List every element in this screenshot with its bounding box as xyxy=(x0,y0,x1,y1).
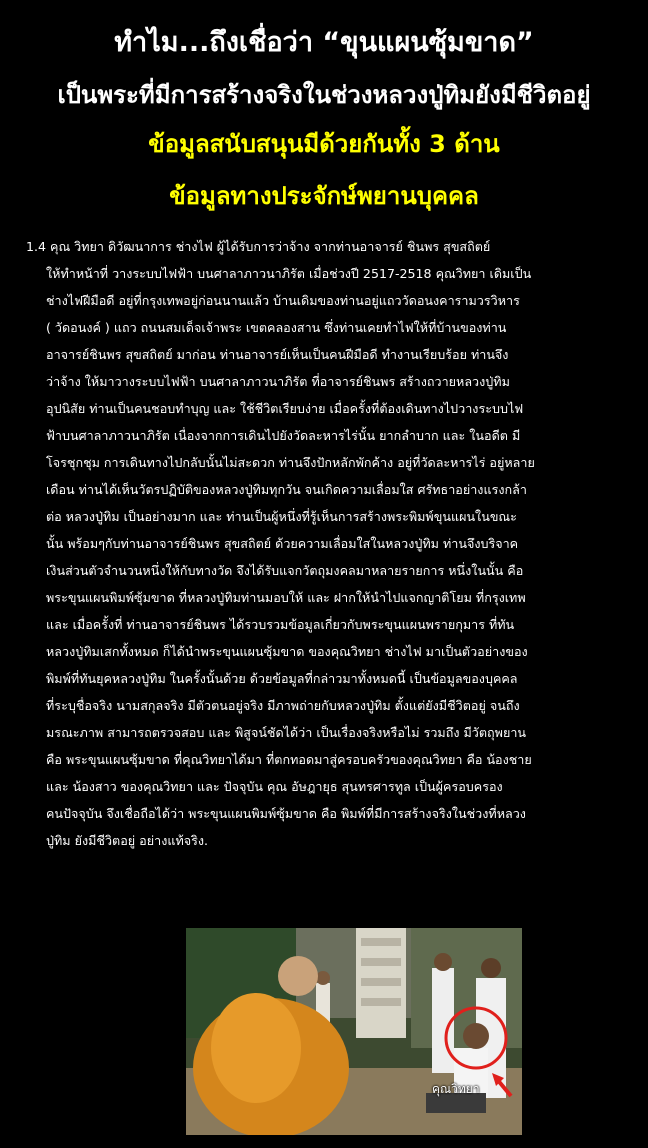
body-line: พระขุนแผนพิมพ์ซุ้มขาด ที่หลวงปู่ทิมท่านมอบให้ และ ฝากให้นำไปแจกญาติโยม ที่กรุงเทพ xyxy=(46,590,526,605)
body-line: ช่างไฟฝีมือดี อยู่ที่กรุงเทพอยู่ก่อนนานแล้ว บ้านเดิมของท่านอยู่แถววัดอนงคารามวรวิหาร xyxy=(46,293,520,308)
body-line: เดือน ท่านได้เห็นวัตรปฏิบัติของหลวงปู่ทิมทุกวัน จนเกิดความเลื่อมใส ศรัทธาอย่างแรงกล้า xyxy=(46,482,527,497)
body-line: ( วัดอนงค์ ) แถว ถนนสมเด็จเจ้าพระ เขตคลองสาน ซึ่งท่านเคยทำไฟให้ที่บ้านของท่าน xyxy=(46,320,507,335)
body-line: นั้น พร้อมๆกับท่านอาจารย์ชินพร สุขสถิตย์ ด้วยความเลื่อมใสในหลวงปู่ทิม ท่านจึงบริจาค xyxy=(46,536,519,551)
photo-caption: คุณวิทยา xyxy=(432,1082,480,1096)
body-line: ปู่ทิม ยังมีชีวิตอยู่ อย่างแท้จริง. xyxy=(46,833,209,848)
body-line: อาจารย์ชินพร สุขสถิตย์ มาก่อน ท่านอาจารย์เห็นเป็นคนฝีมือดี ทำงานเรียบร้อย ท่านจึง xyxy=(46,347,509,362)
photo-illustration xyxy=(186,928,522,1135)
subtitle-line-1: ข้อมูลสนับสนุนมีด้วยกันทั้ง 3 ด้าน xyxy=(148,130,500,158)
body-line: คนปัจจุบัน จึงเชื่อถือได้ว่า พระขุนแผนพิมพ์ซุ้มขาด คือ พิมพ์ที่มีการสร้างจริงในช่วงที่หลวง xyxy=(46,806,526,821)
body-line: ให้ทำหน้าที่ วางระบบไฟฟ้า บนศาลาภาวนาภิรัต เมื่อช่วงปี 2517-2518 คุณวิทยา เดิมเป็น xyxy=(46,266,532,281)
body-line: มรณะภาพ สามารถตรวจสอบ และ พิสูจน์ชัดได้ว่า เป็นเรื่องจริงหรือไม่ รวมถึง มีวัตถุพยาน xyxy=(46,725,527,740)
body-line: เงินส่วนตัวจำนวนหนึ่งให้กับทางวัด จึงได้รับแจกวัตถุมงคลมาหลายรายการ หนึ่งในนั้น คือ xyxy=(46,563,524,578)
body-line: และ เมื่อครั้งที่ ท่านอาจารย์ชินพร ได้รวบรวมข้อมูลเกี่ยวกับพระขุนแผนพรายกุมาร ที่ทัน xyxy=(46,617,515,632)
body-line: ที่ระบุชื่อจริง นามสกุลจริง มีตัวตนอยู่จริง มีภาพถ่ายกับหลวงปู่ทิม ตั้งแต่ยังมีชีวิตอยู่ จนถึง xyxy=(46,698,520,713)
subtitle-line-2: ข้อมูลทางประจักษ์พยานบุคคล xyxy=(169,182,479,210)
body-line: โจรชุกชุม การเดินทางไปกลับนั้นไม่สะดวก ท่านจึงปักหลักพักค้าง อยู่ที่วัดละหารไร่ อยู่หลาย xyxy=(46,455,535,470)
body-line: และ น้องสาว ของคุณวิทยา และ ปัจจุบัน คุณ อัษฎายุธ สุนทรศารทูล เป็นผู้ครอบครอง xyxy=(46,779,503,794)
historical-photo xyxy=(186,928,522,1135)
body-line: อุปนิสัย ท่านเป็นคนชอบทำบุญ และ ใช้ชีวิตเรียบง่าย เมื่อครั้งที่ต้องเดินทางไปวางระบบไฟ xyxy=(46,401,524,416)
body-line: ฟ้าบนศาลาภาวนาภิรัต เนื่องจากการเดินไปยังวัดละหารไร่นั้น ยากลำบาก และ ในอดีต มี xyxy=(46,428,521,443)
body-line: คือ พระขุนแผนซุ้มขาด ที่คุณวิทยาได้มา ที่ตกทอดมาสู่ครอบครัวของคุณวิทยา คือ น้องชาย xyxy=(46,752,532,767)
body-line: ต่อ หลวงปู่ทิม เป็นอย่างมาก และ ท่านเป็นผู้หนึ่งที่รู้เห็นการสร้างพระพิมพ์ขุนแผนในขณะ xyxy=(46,509,517,524)
body-line: พิมพ์ที่ทันยุคหลวงปู่ทิม ในครั้งนั้นด้วย ด้วยข้อมูลที่กล่าวมาทั้งหมดนี้ เป็นข้อมูลของบุคคล xyxy=(46,671,518,686)
article-body xyxy=(26,233,622,854)
page-title-line-2: เป็นพระที่มีการสร้างจริงในช่วงหลวงปู่ทิมยังมีชีวิตอยู่ xyxy=(57,81,591,109)
body-line: ว่าจ้าง ให้มาวางระบบไฟฟ้า บนศาลาภาวนาภิรัต ที่อาจารย์ชินพร สร้างถวายหลวงปู่ทิม xyxy=(46,374,510,389)
page-title-line-1: ทำไม...ถึงเชื่อว่า “ขุนแผนซุ้มขาด” xyxy=(114,27,534,58)
body-line: หลวงปู่ทิมเสกทั้งหมด ก็ได้นำพระขุนแผนซุ้มขาด ของคุณวิทยา ช่างไฟ มาเป็นตัวอย่างของ xyxy=(46,644,528,659)
body-line: 1.4 คุณ วิทยา ดิวัฒนาการ ช่างไฟ ผู้ได้รับการว่าจ้าง จากท่านอาจารย์ ชินพร สุขสถิตย์ xyxy=(26,239,491,254)
